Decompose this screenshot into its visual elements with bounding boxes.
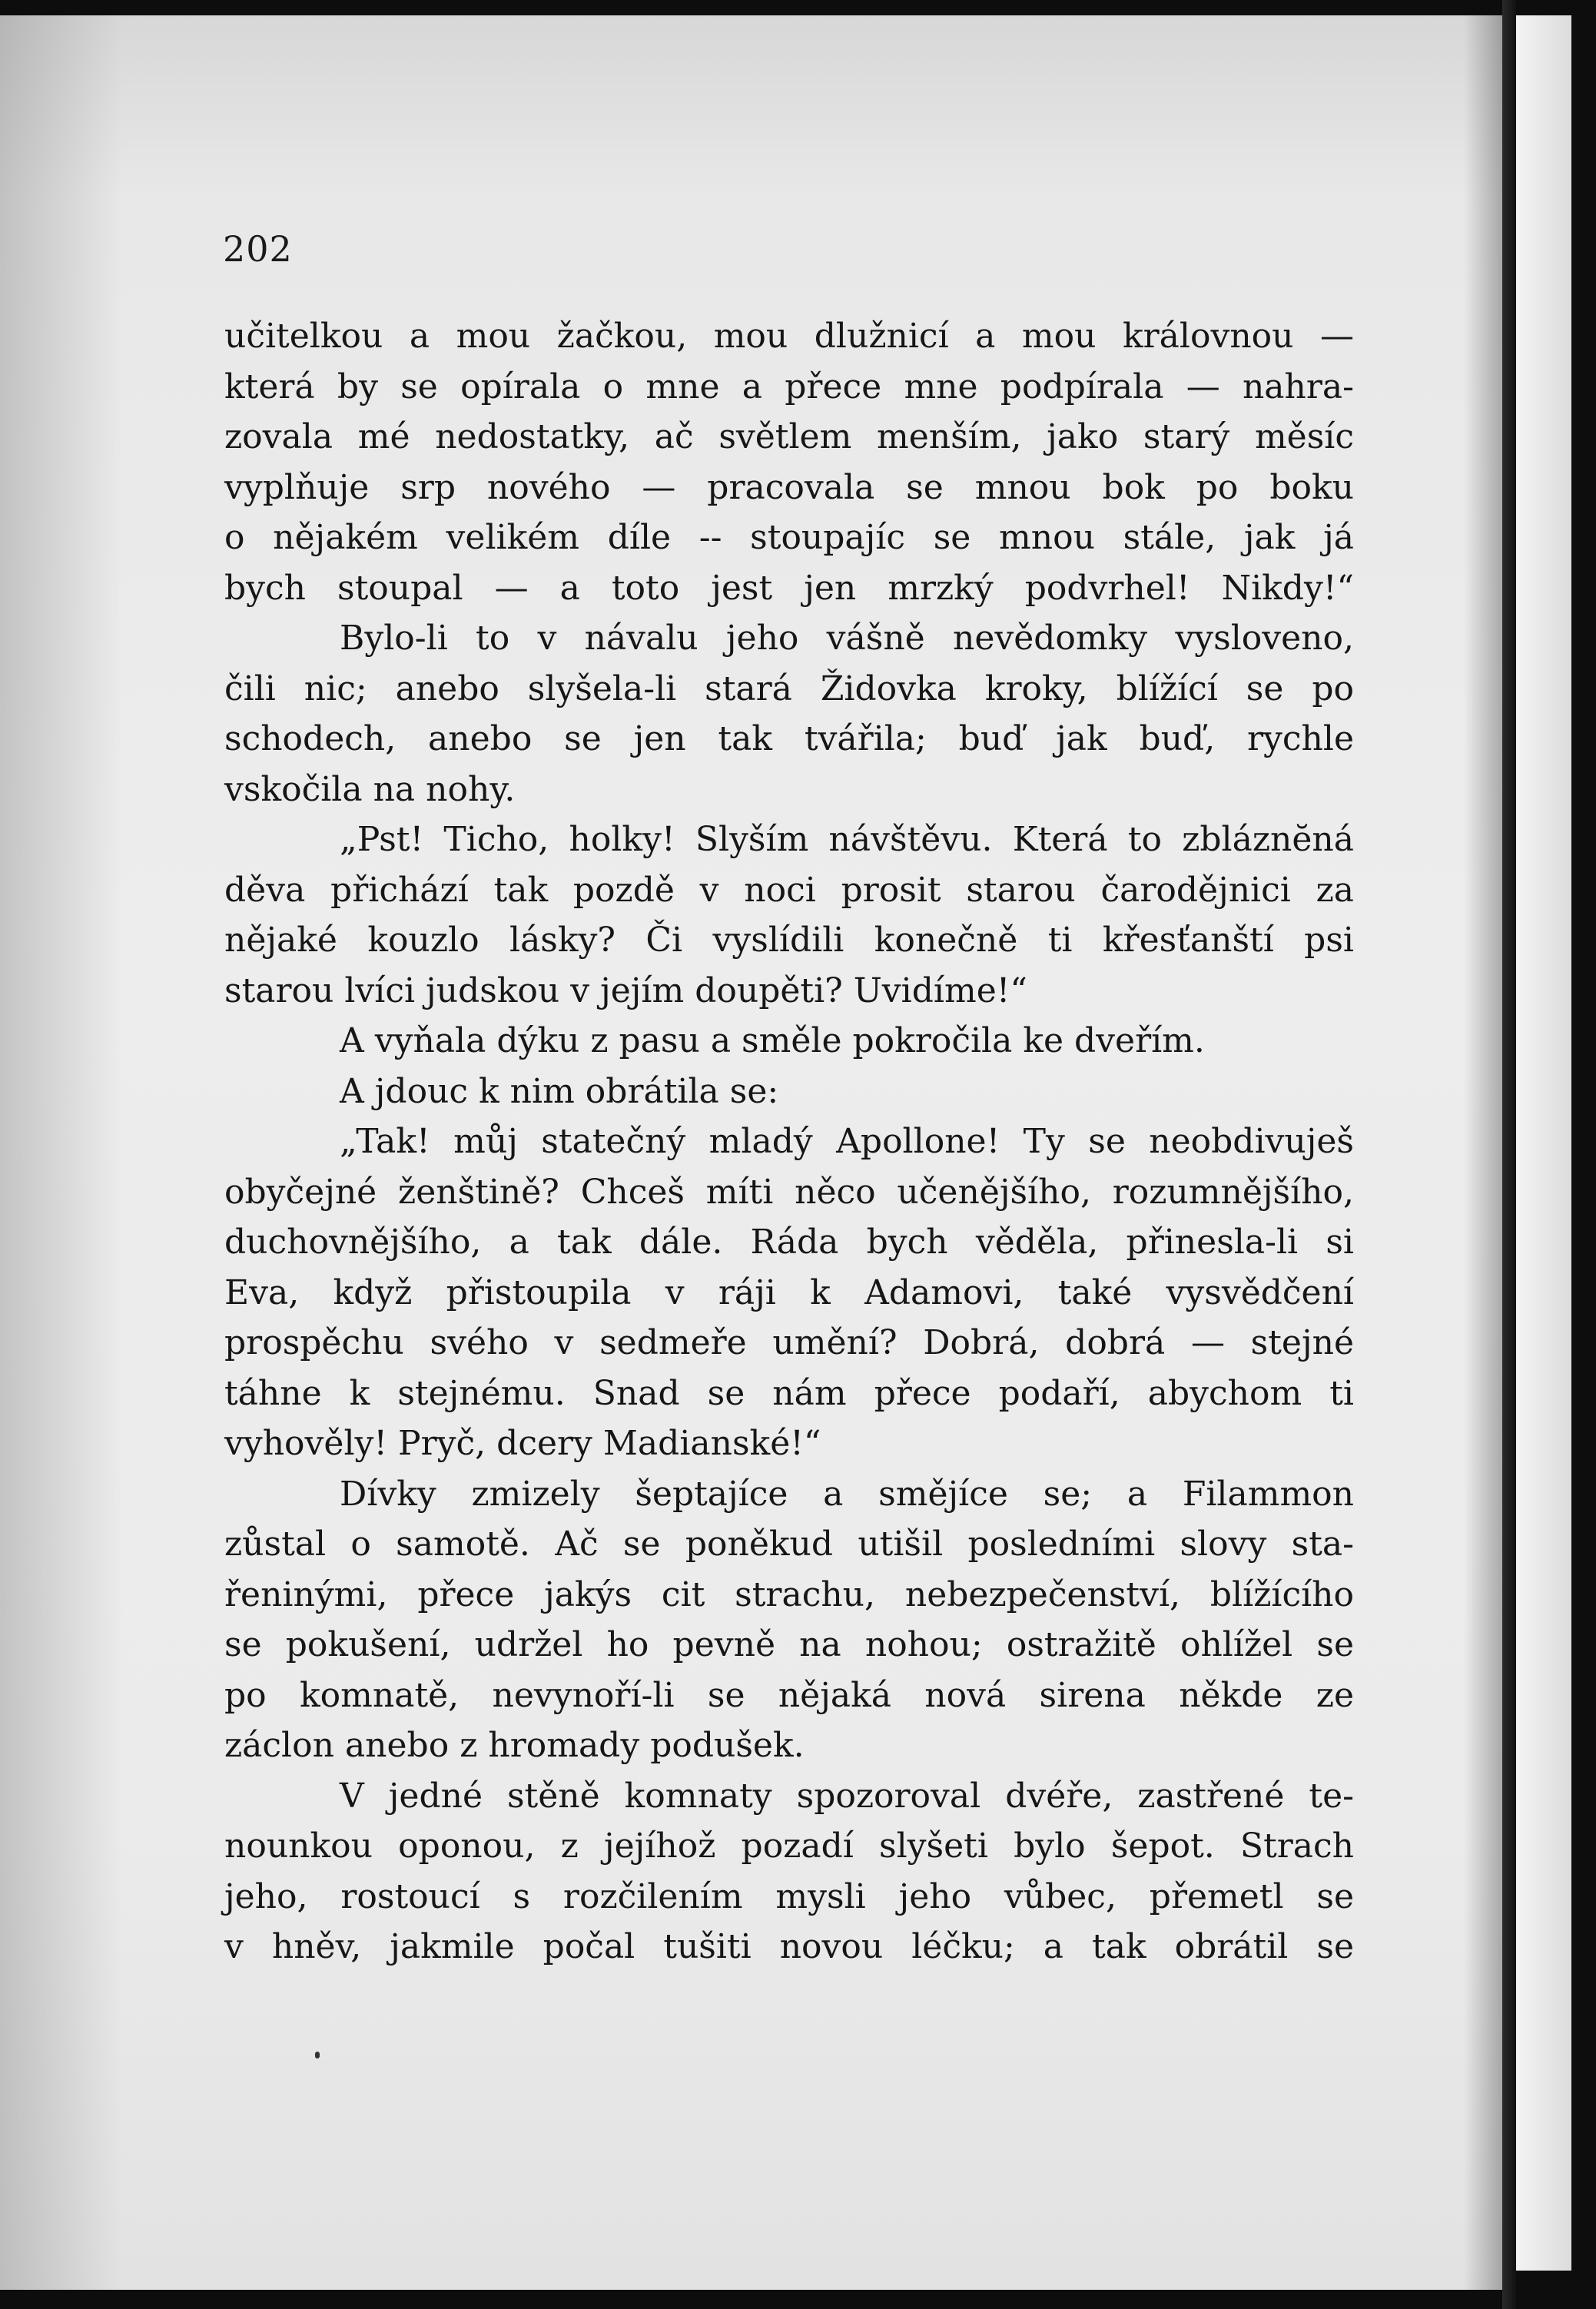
text-line: čili nic; anebo slyšela-li stará Židovka kroky, blížící se po (224, 668, 1354, 708)
text-line: nějaké kouzlo lásky? Či vyslídili konečně ti křesťanští psi (224, 921, 1354, 960)
text-line: se pokušení, udržel ho pevně na nohou; ostražitě ohlížel se (224, 1625, 1354, 1664)
paper-speck (315, 2052, 320, 2059)
text-line: V jedné stěně komnaty spozoroval dvéře, zastřené te- (340, 1776, 1354, 1816)
text-line: řeninými, přece jakýs cit strachu, nebezpečenství, blížícího (224, 1574, 1354, 1614)
text-line: která by se opírala o mne a přece mne podpírala — nahra- (224, 367, 1354, 406)
text-line: starou lvíci judskou v jejím doupěti? Uvidíme!“ (224, 970, 1027, 1010)
text-line: Eva, když přistoupila v ráji k Adamovi, také vysvědčení (224, 1272, 1354, 1312)
next-page-edge (1516, 15, 1571, 2271)
page-number: 202 (223, 228, 293, 270)
text-line: Dívky zmizely šeptajíce a smějíce se; a Filammon (340, 1474, 1354, 1514)
page-text-body (224, 311, 1354, 1972)
book-page (0, 15, 1510, 2290)
text-line: zůstal o samotě. Ač se poněkud utišil posledními slovy sta- (224, 1524, 1354, 1564)
text-line: vskočila na nohy. (224, 769, 516, 809)
book-spine-shadow (1502, 0, 1516, 2309)
text-line: zovala mé nedostatky, ač světlem menším, jako starý měsíc (224, 417, 1354, 456)
text-line: prospěchu svého v sedmeře umění? Dobrá, dobrá — stejné (224, 1323, 1354, 1362)
text-line: po komnatě, nevynoří-li se nějaká nová sirena někde ze (224, 1675, 1354, 1715)
text-line: „Tak! můj statečný mladý Apollone! Ty se neobdivuješ (340, 1122, 1354, 1161)
text-line: Bylo-li to v návalu jeho vášně nevědomky vysloveno, (340, 619, 1354, 658)
text-line: schodech, anebo se jen tak tvářila; buď jak buď, rychle (224, 719, 1354, 758)
text-line: vyhověly! Pryč, dcery Madianské!“ (224, 1424, 821, 1463)
text-line: záclon anebo z hromady podušek. (224, 1726, 805, 1765)
text-line: o nějakém velikém díle -- stoupajíc se mnou stále, jak já (224, 518, 1354, 557)
text-line: nounkou oponou, z jejíhož pozadí slyšeti bylo šepot. Strach (224, 1826, 1354, 1866)
text-line: v hněv, jakmile počal tušiti novou léčku; a tak obrátil se (224, 1927, 1354, 1966)
text-line: jeho, rostoucí s rozčilením mysli jeho vůbec, přemetl se (224, 1876, 1354, 1916)
text-line: vyplňuje srp nového — pracovala se mnou bok po boku (224, 467, 1354, 507)
text-line: A vyňala dýku z pasu a směle pokročila ke dveřím. (340, 1021, 1205, 1060)
text-line: táhne k stejnému. Snad se nám přece podaří, abychom ti (224, 1373, 1354, 1413)
text-line: obyčejné ženštině? Chceš míti něco učenějšího, rozumnějšího, (224, 1172, 1354, 1212)
text-line: A jdouc k nim obrátila se: (340, 1071, 779, 1111)
text-line: duchovnějšího, a tak dále. Ráda bych věděla, přinesla-li si (224, 1223, 1354, 1262)
text-line: učitelkou a mou žačkou, mou dlužnicí a mou královnou — (224, 317, 1354, 356)
text-line: „Pst! Ticho, holky! Slyším návštěvu. Která to zbláznĕná (340, 820, 1354, 859)
text-line: bych stoupal — a toto jest jen mrzký podvrhel! Nikdy!“ (224, 568, 1354, 608)
text-line: děva přichází tak pozdě v noci prosit starou čarodějnici za (224, 870, 1354, 910)
